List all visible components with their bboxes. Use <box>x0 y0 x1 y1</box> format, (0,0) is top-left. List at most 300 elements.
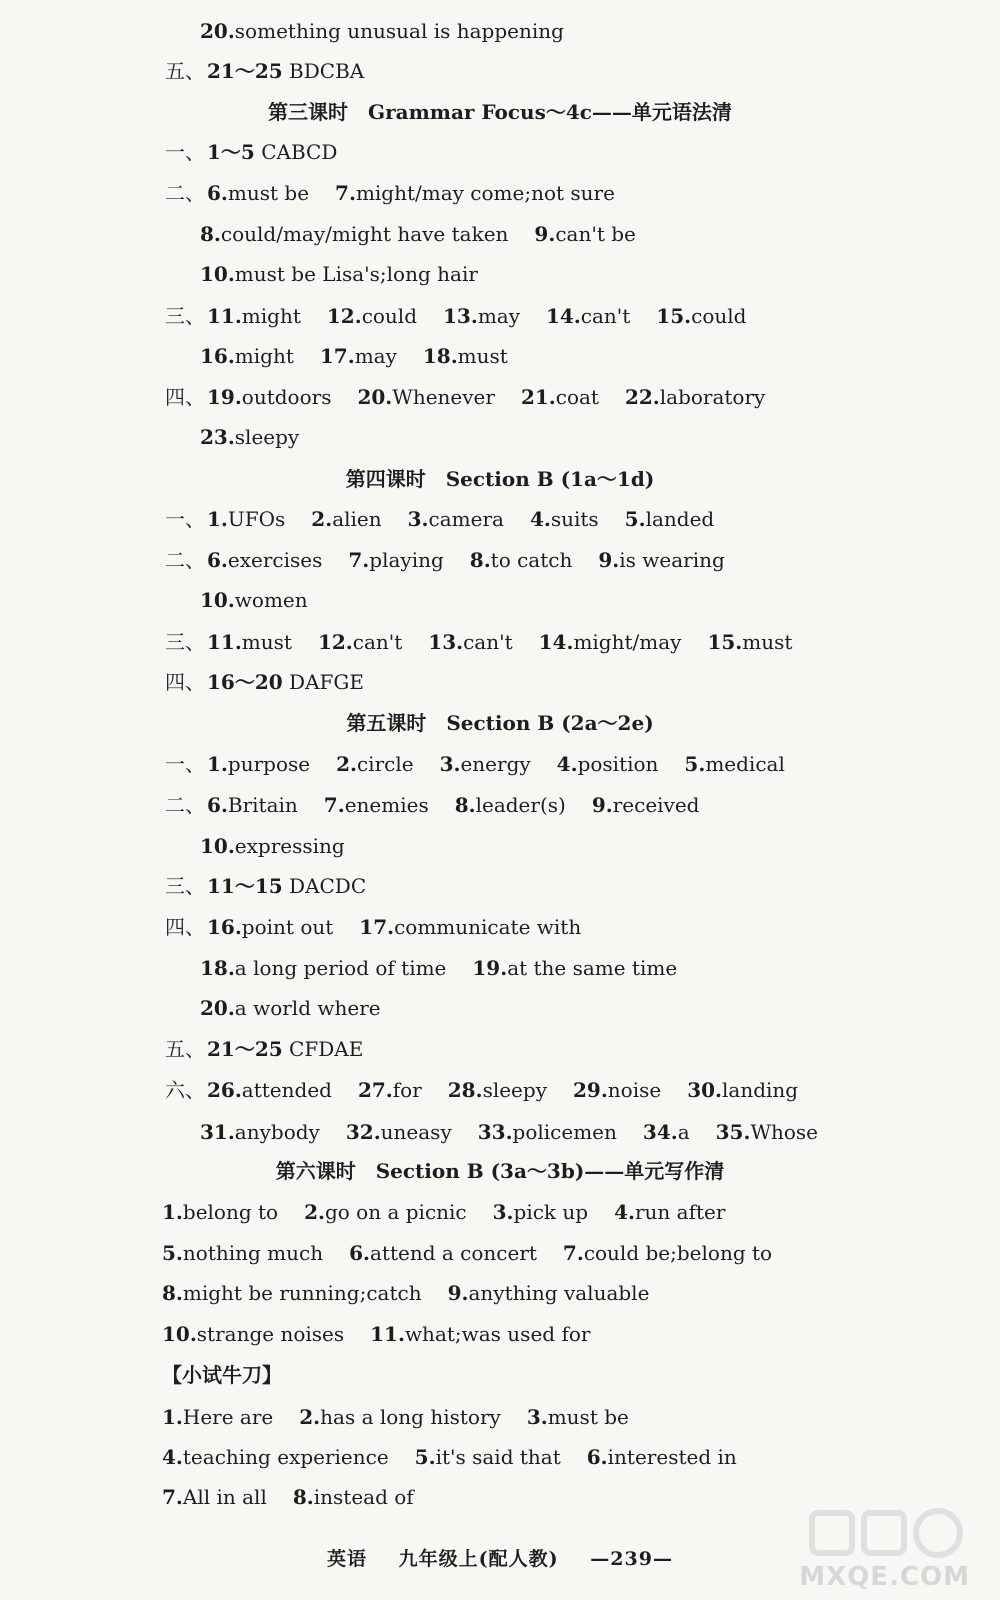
answer-item <box>348 547 443 573</box>
answer-item <box>162 1404 273 1430</box>
answer-text: women <box>234 588 308 612</box>
answer-row <box>200 995 381 1021</box>
answer-text: landed <box>645 507 715 531</box>
question-number: 20. <box>200 996 235 1020</box>
question-number: 5. <box>414 1445 436 1469</box>
question-number: 14. <box>546 304 581 328</box>
answer-text: might/may come;not sure <box>355 181 615 205</box>
section-number: 三、 <box>165 630 205 654</box>
answer-text: alien <box>332 507 382 531</box>
answer-item <box>598 547 724 573</box>
question-number: 18. <box>200 956 235 980</box>
answer-text: might <box>234 344 294 368</box>
section-number: 五、 <box>165 59 205 83</box>
answer-text: sleepy <box>482 1078 547 1102</box>
answer-item <box>443 303 520 329</box>
question-number: 4. <box>556 752 578 776</box>
answer-row <box>162 1280 649 1306</box>
answer-item <box>625 506 715 532</box>
answer-row <box>200 1119 818 1145</box>
answer-text: can't be <box>555 222 636 246</box>
section-number: 一、 <box>165 140 205 164</box>
question-number: 6. <box>207 793 228 817</box>
question-number: 7. <box>335 181 356 205</box>
question-number: 20. <box>357 385 393 409</box>
answer-item <box>207 384 331 410</box>
answer-text: must be <box>227 181 310 205</box>
answer-row <box>162 1199 725 1225</box>
answer-row <box>162 1240 772 1266</box>
answer-item <box>304 1199 467 1225</box>
answer-text: Whose <box>750 1120 819 1144</box>
question-number: 27. <box>357 1078 393 1102</box>
question-number: 13. <box>428 630 464 654</box>
answer-text: must be Lisa's;long hair <box>234 262 478 286</box>
section-number: 三、 <box>165 304 205 328</box>
answer-row <box>165 1077 798 1103</box>
section-number: 四、 <box>165 915 205 939</box>
section-number: 三、 <box>165 874 205 898</box>
question-number: 10. <box>162 1322 197 1346</box>
answer-item <box>530 506 599 532</box>
answer-text: could/may/might have taken <box>220 222 509 246</box>
question-number: 17. <box>319 344 355 368</box>
answer-text: can't <box>580 304 631 328</box>
answer-item <box>162 1484 267 1510</box>
answer-item <box>320 343 397 369</box>
answer-text: teaching experience <box>182 1445 389 1469</box>
answer-item <box>336 751 413 777</box>
section-number: 一、 <box>165 507 205 531</box>
answer-text: may <box>354 344 397 368</box>
answer-text: interested in <box>607 1445 737 1469</box>
answer-text: what;was used for <box>404 1322 591 1346</box>
answer-row <box>200 261 478 287</box>
answer-item <box>207 547 322 573</box>
question-number: 10. <box>200 588 235 612</box>
question-number: 7. <box>323 793 345 817</box>
answer-item <box>557 751 659 777</box>
question-number: 17. <box>359 915 395 939</box>
answer-text: camera <box>428 507 504 531</box>
question-number: 7. <box>562 1241 584 1265</box>
answer-item <box>415 1444 561 1470</box>
question-number: 1～5 <box>207 140 255 164</box>
answer-text: can't <box>463 630 513 654</box>
question-number: 5. <box>684 752 706 776</box>
answer-row <box>200 587 308 613</box>
question-number: 16. <box>200 344 235 368</box>
question-number: 6. <box>207 181 228 205</box>
answer-item <box>200 18 564 44</box>
answer-item <box>440 751 531 777</box>
question-number: 1. <box>162 1200 183 1224</box>
answer-text: Whenever <box>392 385 495 409</box>
answer-text: sleepy <box>234 425 300 449</box>
section-number: 六、 <box>165 1078 205 1102</box>
question-number: 9. <box>591 793 613 817</box>
answer-text: must be <box>547 1405 629 1429</box>
answer-text: must <box>241 630 292 654</box>
question-number: 22. <box>624 385 660 409</box>
answer-item <box>207 1077 332 1103</box>
answer-row <box>165 139 337 165</box>
question-number: 13. <box>443 304 478 328</box>
question-number: 15. <box>656 304 692 328</box>
answer-item <box>207 914 333 940</box>
answer-item <box>478 1119 617 1145</box>
question-number: 8. <box>454 793 476 817</box>
answer-text: point out <box>241 915 334 939</box>
section-number: 二、 <box>165 181 205 205</box>
answer-text: must <box>457 344 508 368</box>
answer-text: something unusual is happening <box>234 19 564 43</box>
answer-text: belong to <box>182 1200 279 1224</box>
answer-text: could <box>691 304 747 328</box>
answer-item <box>327 303 417 329</box>
section-number: 二、 <box>165 548 205 572</box>
answer-item <box>346 1119 452 1145</box>
question-number: 8. <box>469 548 491 572</box>
question-number: 11. <box>370 1322 405 1346</box>
answer-text: run after <box>634 1200 726 1224</box>
question-number: 26. <box>207 1078 242 1102</box>
subsection-heading: 【小试牛刀】 <box>162 1363 282 1387</box>
question-number: 3. <box>526 1405 548 1429</box>
answer-text: a long period of time <box>234 956 447 980</box>
question-number: 7. <box>348 548 370 572</box>
question-number: 11. <box>207 304 242 328</box>
answer-text: has a long history <box>320 1405 501 1429</box>
answer-row <box>162 1321 590 1347</box>
question-number: 16. <box>207 915 242 939</box>
answer-row <box>200 955 677 981</box>
answer-item <box>573 1077 661 1103</box>
answer-text: energy <box>460 752 531 776</box>
answer-item <box>408 506 504 532</box>
answer-row <box>200 18 564 44</box>
answer-text: must <box>742 630 793 654</box>
answer-item <box>200 261 478 287</box>
answer-item <box>614 1199 725 1225</box>
answer-row <box>165 180 615 206</box>
answer-text: Here are <box>182 1405 274 1429</box>
answer-text: go on a picnic <box>324 1200 467 1224</box>
question-number: 29. <box>573 1078 608 1102</box>
answer-item <box>207 58 364 84</box>
answer-item <box>472 955 677 981</box>
answer-item <box>539 629 682 655</box>
question-number: 14. <box>538 630 574 654</box>
answer-text: could be;belong to <box>583 1241 773 1265</box>
question-number: 21～25 <box>207 59 283 83</box>
question-number: 18. <box>422 344 458 368</box>
question-number: 15. <box>707 630 743 654</box>
answer-item <box>359 914 581 940</box>
answer-item <box>423 343 508 369</box>
question-number: 3. <box>492 1200 514 1224</box>
answer-row <box>165 303 746 329</box>
question-number: 1. <box>162 1405 183 1429</box>
answer-item <box>207 506 285 532</box>
section-number: 四、 <box>165 670 205 694</box>
answer-text: received <box>612 793 700 817</box>
footer-grade: 九年级上(配人教) <box>398 1548 559 1570</box>
answer-row <box>200 343 508 369</box>
answer-item <box>200 995 381 1021</box>
question-number: 3. <box>439 752 461 776</box>
answer-item <box>200 833 345 859</box>
question-number: 5. <box>162 1241 183 1265</box>
answer-item <box>546 303 630 329</box>
question-number: 8. <box>292 1485 314 1509</box>
question-number: 20. <box>200 19 235 43</box>
answer-text: BDCBA <box>282 59 365 83</box>
answer-item <box>358 1077 422 1103</box>
question-number: 2. <box>299 1405 321 1429</box>
answer-text: laboratory <box>659 385 766 409</box>
answer-item <box>207 303 301 329</box>
answer-item <box>448 1280 650 1306</box>
answer-item <box>207 180 309 206</box>
answer-item <box>162 1321 344 1347</box>
answer-text: might <box>241 304 301 328</box>
question-number: 28. <box>447 1078 483 1102</box>
section-heading: 第五课时 Section B (2a～2e) <box>346 711 654 735</box>
answer-item <box>521 384 599 410</box>
answer-item <box>162 1444 389 1470</box>
question-number: 2. <box>304 1200 325 1224</box>
question-number: 10. <box>200 262 235 286</box>
answer-item <box>207 1036 363 1062</box>
answer-row <box>162 1404 629 1430</box>
answer-text: All in all <box>182 1485 267 1509</box>
answer-item <box>716 1119 818 1145</box>
answer-item <box>200 955 446 981</box>
question-number: 3. <box>407 507 429 531</box>
question-number: 11. <box>207 630 242 654</box>
answer-item <box>207 629 292 655</box>
footer-subject: 英语 <box>327 1548 368 1570</box>
answer-text: is wearing <box>619 548 725 572</box>
answer-text: CABCD <box>254 140 338 164</box>
question-number: 21～25 <box>207 1037 283 1061</box>
answer-text: medical <box>705 752 785 776</box>
answer-item <box>335 180 615 206</box>
answer-text: position <box>577 752 659 776</box>
answer-text: can't <box>352 630 403 654</box>
answer-item <box>527 1404 629 1430</box>
question-number: 2. <box>336 752 357 776</box>
answer-text: uneasy <box>380 1120 452 1144</box>
answer-row <box>165 1036 363 1062</box>
question-number: 8. <box>200 222 221 246</box>
answer-item <box>643 1119 690 1145</box>
answer-item <box>207 792 298 818</box>
question-number: 19. <box>207 385 242 409</box>
question-number: 12. <box>326 304 362 328</box>
answer-item <box>357 384 494 410</box>
answer-item <box>162 1280 422 1306</box>
answer-text: at the same time <box>507 956 678 980</box>
answer-item <box>587 1444 737 1470</box>
answer-item <box>200 343 294 369</box>
answer-text: DACDC <box>282 874 367 898</box>
answer-row <box>165 58 364 84</box>
answer-row <box>200 424 299 450</box>
answer-item <box>684 751 784 777</box>
answer-row <box>200 833 345 859</box>
answer-item <box>707 629 792 655</box>
answer-text: landing <box>722 1078 799 1102</box>
question-number: 11～15 <box>207 874 283 898</box>
answer-item <box>656 303 746 329</box>
answer-text: strange noises <box>196 1322 345 1346</box>
answer-text: exercises <box>227 548 323 572</box>
answer-text: it's said that <box>435 1445 561 1469</box>
answer-row <box>165 384 765 410</box>
question-number: 35. <box>715 1120 751 1144</box>
question-number: 7. <box>162 1485 183 1509</box>
answer-text: policemen <box>512 1120 617 1144</box>
answer-text: playing <box>369 548 444 572</box>
question-number: 21. <box>520 385 556 409</box>
answer-row <box>162 1444 737 1470</box>
question-number: 34. <box>642 1120 678 1144</box>
answer-text: attend a concert <box>370 1241 537 1265</box>
answer-text: UFOs <box>227 507 286 531</box>
answer-text: might/may <box>573 630 682 654</box>
answer-item <box>200 424 299 450</box>
answer-row <box>165 792 700 818</box>
answer-item <box>534 221 635 247</box>
question-number: 12. <box>317 630 353 654</box>
answer-text: instead of <box>313 1485 414 1509</box>
answer-text: a <box>677 1120 690 1144</box>
question-number: 16～20 <box>207 670 283 694</box>
answer-row <box>162 1484 414 1510</box>
question-number: 9. <box>534 222 556 246</box>
section-heading: 第四课时 Section B (1a～1d) <box>345 467 655 491</box>
question-number: 31. <box>200 1120 235 1144</box>
question-number: 4. <box>162 1445 183 1469</box>
answer-item <box>349 1240 537 1266</box>
question-number: 9. <box>598 548 620 572</box>
answer-text: enemies <box>344 793 429 817</box>
question-number: 8. <box>162 1281 183 1305</box>
question-number: 6. <box>586 1445 608 1469</box>
answer-text: communicate with <box>394 915 582 939</box>
answer-text: purpose <box>227 752 311 776</box>
section-heading: 第三课时 Grammar Focus～4c——单元语法清 <box>268 100 732 124</box>
answer-item <box>207 751 310 777</box>
question-number: 9. <box>447 1281 469 1305</box>
answer-item <box>162 1240 323 1266</box>
section-number: 五、 <box>165 1037 205 1061</box>
answer-text: may <box>477 304 520 328</box>
question-number: 33. <box>477 1120 513 1144</box>
question-number: 1. <box>207 507 228 531</box>
answer-item <box>455 792 566 818</box>
answer-text: circle <box>356 752 414 776</box>
question-number: 2. <box>311 507 333 531</box>
answer-text: pick up <box>513 1200 589 1224</box>
answer-item <box>200 1119 320 1145</box>
answer-item <box>687 1077 798 1103</box>
answer-item <box>324 792 429 818</box>
question-number: 23. <box>200 425 235 449</box>
answer-item <box>493 1199 588 1225</box>
answer-text: outdoors <box>241 385 332 409</box>
answer-text: leader(s) <box>475 793 566 817</box>
answer-item <box>428 629 512 655</box>
answer-text: might be running;catch <box>182 1281 422 1305</box>
answer-item <box>200 221 508 247</box>
answer-row <box>165 873 366 899</box>
question-number: 10. <box>200 834 235 858</box>
question-number: 32. <box>345 1120 381 1144</box>
section-number: 二、 <box>165 793 205 817</box>
answer-row <box>165 506 714 532</box>
answer-item <box>207 669 364 695</box>
section-number: 四、 <box>165 385 205 409</box>
question-number: 5. <box>624 507 646 531</box>
answer-item <box>448 1077 547 1103</box>
answer-item <box>299 1404 501 1430</box>
answer-row <box>165 751 785 777</box>
question-number: 4. <box>614 1200 635 1224</box>
watermark-text: MXQE.COM <box>799 1562 970 1592</box>
answer-text: anybody <box>234 1120 320 1144</box>
answer-item <box>563 1240 772 1266</box>
answer-text: expressing <box>234 834 345 858</box>
answer-item <box>625 384 765 410</box>
answer-text: anything valuable <box>468 1281 650 1305</box>
answer-item <box>370 1321 590 1347</box>
question-number: 1. <box>207 752 228 776</box>
answer-text: noise <box>607 1078 662 1102</box>
answer-item <box>293 1484 414 1510</box>
answer-item <box>470 547 573 573</box>
answer-text: a world where <box>234 996 381 1020</box>
answer-text: DAFGE <box>282 670 364 694</box>
answer-text: to catch <box>490 548 573 572</box>
answer-item <box>318 629 402 655</box>
answer-item <box>162 1199 278 1225</box>
section-number: 一、 <box>165 752 205 776</box>
answer-text: for <box>392 1078 422 1102</box>
answer-item <box>207 139 337 165</box>
answer-text: coat <box>555 385 599 409</box>
answer-text: could <box>361 304 418 328</box>
answer-row <box>200 221 636 247</box>
question-number: 6. <box>349 1241 370 1265</box>
answer-text: attended <box>241 1078 332 1102</box>
answer-row <box>165 669 364 695</box>
answer-row <box>165 547 725 573</box>
answer-row <box>165 914 581 940</box>
answer-text: nothing much <box>182 1241 324 1265</box>
footer-page-number: —239— <box>590 1548 673 1570</box>
answer-item <box>200 587 308 613</box>
answer-item <box>592 792 700 818</box>
answer-text: suits <box>550 507 599 531</box>
section-heading: 第六课时 Section B (3a～3b)——单元写作清 <box>275 1159 725 1183</box>
answer-text: CFDAE <box>282 1037 364 1061</box>
question-number: 30. <box>687 1078 723 1102</box>
question-number: 4. <box>529 507 551 531</box>
answer-item <box>311 506 381 532</box>
